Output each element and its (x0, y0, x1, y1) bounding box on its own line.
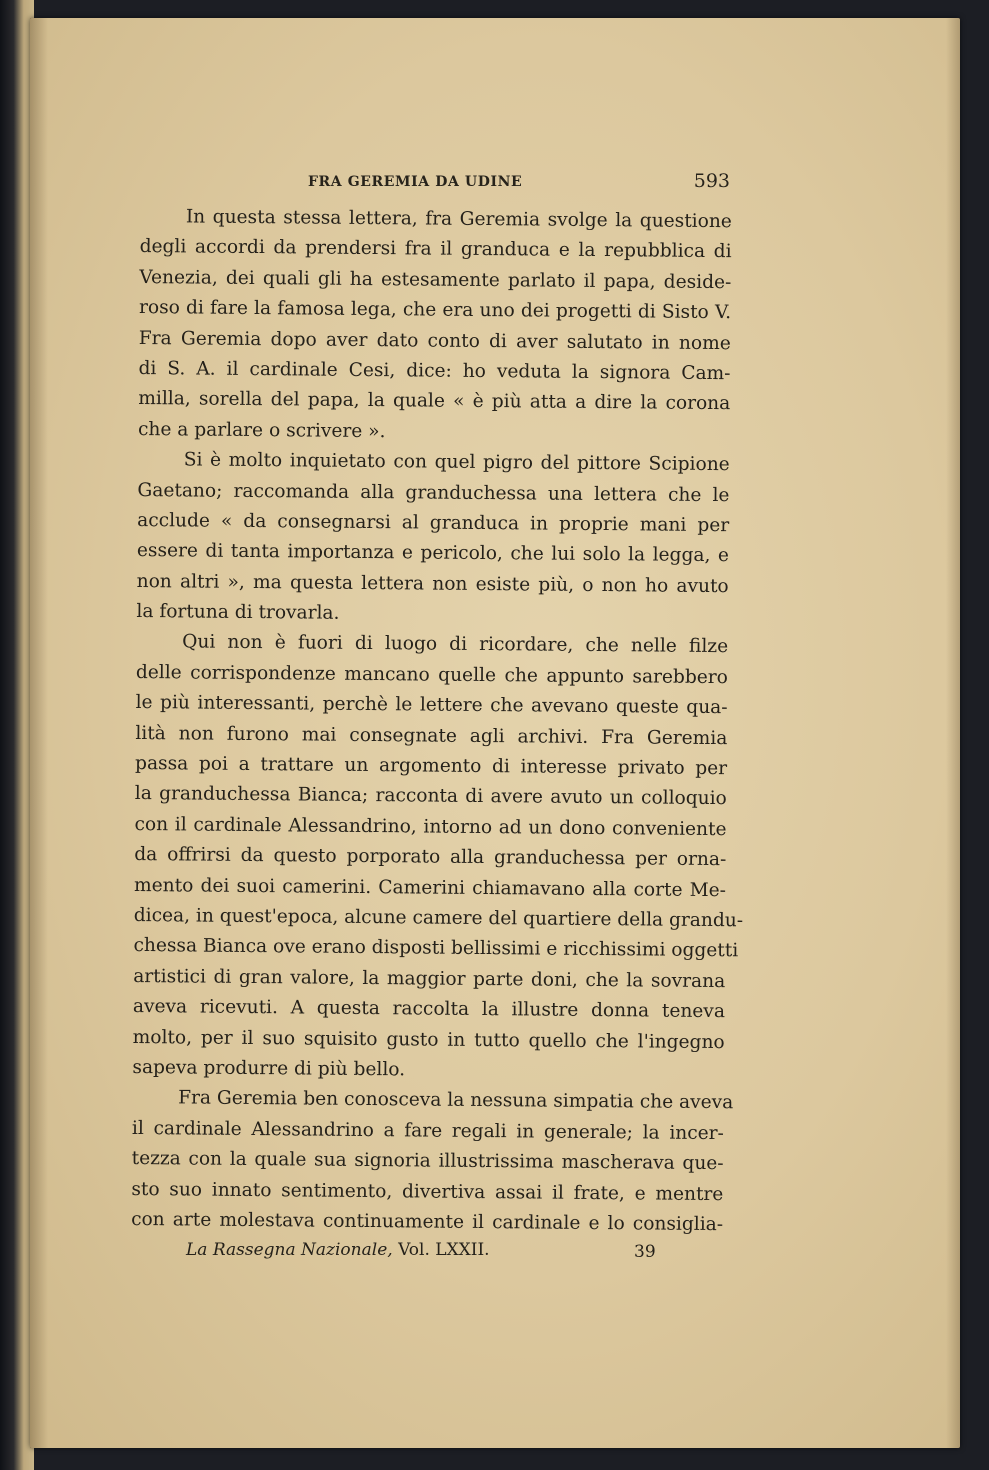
page-footer (186, 1240, 666, 1266)
volume-number: Vol. LXXII. (398, 1240, 490, 1260)
text-line: passa poi a trattare un argomento di interesse privato per (135, 753, 728, 780)
text-line: con arte molestava continuamente il cardinale e lo consiglia- (131, 1208, 724, 1236)
text-line: la fortuna di trovarla. (136, 601, 340, 624)
text-line: mento dei suoi camerini. Camerini chiamavano alla corte Me- (133, 874, 727, 901)
text-line: milla, sorella del papa, la quale « è più atta a dire la corona (138, 388, 731, 415)
text-line: Si è molto inquietato con quel pigro del pittore Scipione (183, 449, 730, 476)
text-line: roso di fare la famosa lega, che era uno dei progetti di Sisto V. (138, 297, 732, 324)
text-line: Gaetano; raccomanda alla granduchessa una lettera che le (137, 479, 730, 506)
text-line: sapeva produrre di più bello. (132, 1056, 406, 1081)
text-line: di S. A. il cardinale Cesi, dice: ho veduta la signora Cam- (138, 357, 731, 385)
text-line: Qui non è fuori di luogo di ricordare, che nelle filze (182, 631, 729, 658)
text-line: non altri », ma questa lettera non esiste più, o non ho avuto (136, 570, 729, 597)
adjacent-page-edge (0, 0, 34, 1470)
text-line: essere di tanta importanza e pericolo, che lui solo la legga, e (136, 540, 730, 567)
text-line: In questa stessa lettera, fra Geremia svolge la questione (185, 206, 732, 233)
text-line: il cardinale Alessandrino a fare regali in generale; la incer- (131, 1117, 724, 1144)
journal-title: La Rassegna Nazionale, (186, 1240, 393, 1260)
text-line: Fra Geremia dopo aver dato conto di aver salutato in nome (138, 327, 731, 354)
text-line: che a parlare o scrivere ». (137, 418, 386, 442)
text-line: acclude « da consegnarsi al granduca in proprie mani per (137, 509, 730, 537)
text-line: dicea, in quest'epoca, alcune camere del quartiere della grandu- (133, 904, 744, 932)
text-line: artistici di gran valore, la maggior parte doni, che la sovrana (133, 965, 726, 992)
text-line: da offrirsi da questo porporato alla granduchessa per orna- (134, 844, 727, 871)
text-line: lità non furono mai consegnate agli archivi. Fra Geremia (135, 722, 728, 749)
text-line: chessa Bianca ove erano disposti bellissimi e ricchissimi oggetti (133, 935, 739, 962)
text-line: Venezia, dei quali gli ha estesamente parlato il papa, deside- (139, 266, 732, 293)
running-title: FRA GEREMIA DA UDINE (308, 174, 523, 190)
text-line: le più interessanti, perchè le lettere che avevano queste qua- (135, 692, 728, 719)
text-line: la granduchessa Bianca; racconta di avere avuto un colloquio (134, 783, 727, 810)
page-header (138, 170, 730, 194)
journal-citation (186, 1240, 490, 1260)
text-line: Fra Geremia ben conosceva la nessuna simpatia che aveva (178, 1087, 734, 1114)
text-line: degli accordi da prendersi fra il granduca e la repubblica di (139, 236, 732, 263)
text-line: aveva ricevuti. A questa raccolta la illustre donna teneva (132, 996, 726, 1023)
page-number: 593 (693, 170, 730, 192)
body-text (131, 202, 744, 1240)
text-line: delle corrispondenze mancano quelle che appunto sarebbero (135, 661, 728, 689)
text-line: sto suo innato sentimento, divertiva assai il frate, e mentre (131, 1178, 724, 1205)
text-line: molto, per il suo squisito gusto in tutto quello che l'ingegno (132, 1026, 725, 1053)
text-line: tezza con la quale sua signoria illustrissima mascherava que- (131, 1148, 724, 1175)
signature-mark: 39 (634, 1242, 656, 1262)
text-line: con il cardinale Alessandrino, intorno ad un dono conveniente (134, 813, 727, 840)
